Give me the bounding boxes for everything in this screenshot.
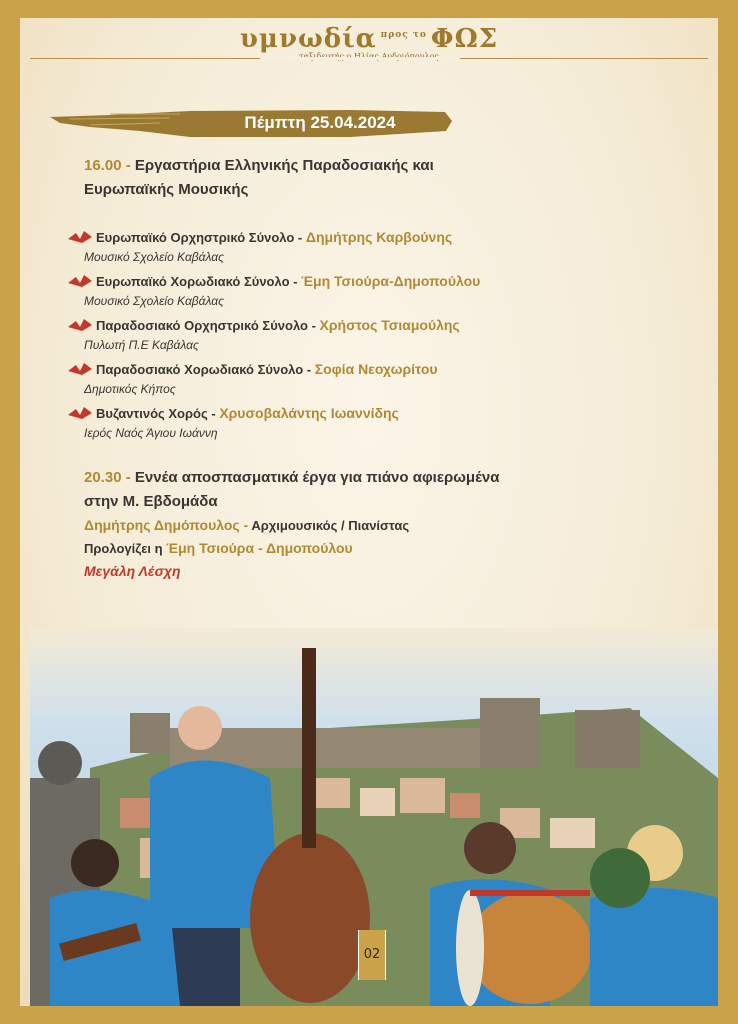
session2-time: 20.30 - [84,469,131,486]
item-place: Μουσικό Σχολείο Καβάλας [84,293,224,308]
session1-title-line1: Εργαστήρια Ελληνικής Παραδοσιακής και [134,157,434,174]
intro-label: Προλογίζει η [84,541,163,556]
brand-name-left: υμνωδία [239,24,377,54]
workshop-item: Παραδοσιακό Ορχηστρικό Σύνολο - Χρήστος Τσιαμούλης Πυλωτή Π.Ε Καβάλας [68,316,688,354]
session2 [84,466,684,582]
intro-person: Έμη Τσιούρα - Δημοπούλου [166,540,353,556]
performer-name: Δημήτρης Δημόπουλος - [84,517,249,533]
brush-mark-icon [68,230,96,248]
session2-title-line2: στην Μ. Εβδομάδα [84,493,218,510]
item-place: Πυλωτή Π.Ε Καβάλας [84,337,199,352]
brush-mark-icon [68,274,96,292]
brand-header [20,24,718,61]
item-place: Δημοτικός Κήπος [84,381,176,396]
item-person: Έμη Τσιούρα-Δημοπούλου [301,273,481,289]
header-divider [30,58,708,59]
performer-role: Αρχιμουσικός / Πιανίστας [251,518,410,533]
item-place: Ιερός Ναός Άγιου Ιωάννη [84,425,218,440]
brush-mark-icon [68,362,96,380]
item-person: Δημήτρης Καρβούνης [305,229,453,245]
brush-mark-icon [68,406,96,424]
program-page [20,18,718,1006]
workshop-item: Ευρωπαϊκό Χορωδιακό Σύνολο - Έμη Τσιούρα-Δημοπούλου Μουσικό Σχολείο Καβάλας [68,272,688,310]
brand-name-mid: προς το [380,30,427,41]
item-person: Χρυσοβαλάντης Ιωαννίδης [219,405,399,421]
brand-logo [20,24,718,54]
brand-name-right: ΦΩΣ [430,24,499,54]
item-person: Χρήστος Τσιαμούλης [319,317,460,333]
session2-title-line1: Εννέα αποσπασματικά έργα για πιάνο αφιερωμένα [134,469,500,486]
session1-time: 16.00 - [84,157,131,174]
workshop-item: Παραδοσιακό Χορωδιακό Σύνολο - Σοφία Νεοχωρίτου Δημοτικός Κήπος [68,360,688,398]
event-date: Πέμπτη 25.04.2024 [244,113,396,132]
workshop-item: Βυζαντινός Χορός - Χρυσοβαλάντης Ιωαννίδης Ιερός Ναός Άγιου Ιωάννη [68,404,688,442]
date-banner [50,109,452,139]
item-person: Σοφία Νεοχωρίτου [314,361,438,377]
session1-heading [84,154,684,202]
session2-venue: Μεγάλη Λέσχη [84,563,181,579]
item-place: Μουσικό Σχολείο Καβάλας [84,249,224,264]
workshop-item: Ευρωπαϊκό Ορχηστρικό Σύνολο - Δημήτρης Καρβούνης Μουσικό Σχολείο Καβάλας [68,228,688,266]
page-number: 02 [358,930,386,980]
brush-mark-icon [68,318,96,336]
session1-title-line2: Ευρωπαϊκής Μουσικής [84,181,249,198]
